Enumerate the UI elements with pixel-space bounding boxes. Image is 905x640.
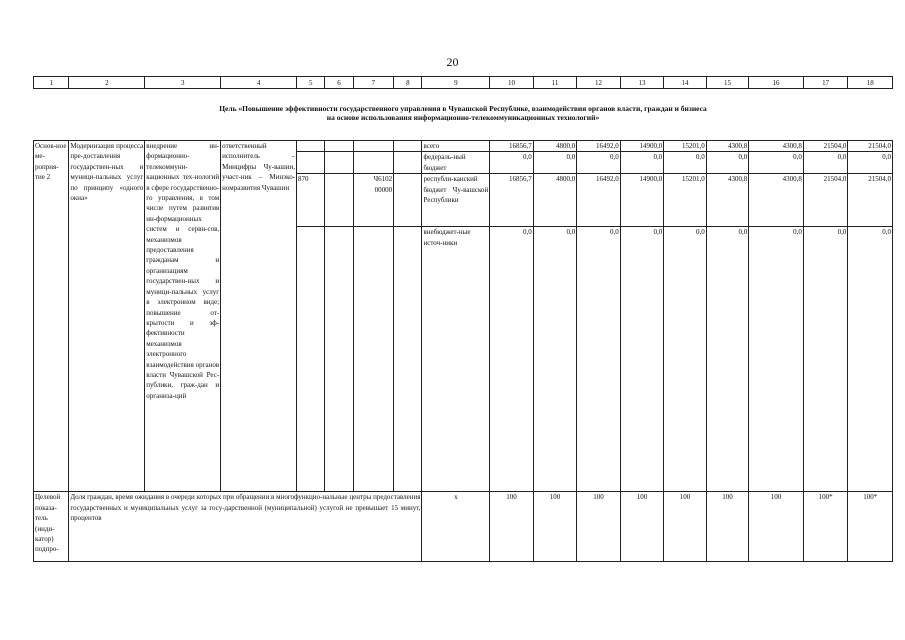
col-number: 3 — [145, 77, 221, 89]
col-number: 9 — [422, 77, 490, 89]
value-cell: 100 — [749, 492, 804, 562]
value-cell: 0,0 — [749, 152, 804, 174]
code-cell: 870 — [297, 174, 325, 227]
value-cell: 0,0 — [848, 227, 893, 492]
value-cell: 0,0 — [749, 227, 804, 492]
col-number: 7 — [353, 77, 393, 89]
value-cell: 15201,0 — [664, 174, 706, 227]
indicator-text: Доля граждан, время ожидания в очереди которых при обращении в многофункцио-нальные центры предоставления государственных и муниципальных услуг за госу-дарственной (муниципальной) услугой не превышает 15 минут, процентов — [69, 492, 422, 562]
indicator-label: Целевой показа-тель (инди-катор) подпро- — [34, 492, 69, 562]
table-row — [34, 492, 893, 562]
event-responsible: ответственный исполнитель – Минцифры Чу-вашии, участ-ник – Минэко-номразвития Чувашии — [221, 141, 297, 492]
value-cell: 16492,0 — [577, 174, 621, 227]
value-cell: 100 — [533, 492, 577, 562]
col-number: 17 — [803, 77, 848, 89]
value-cell: 0,0 — [664, 227, 706, 492]
source-name: федераль-ный бюджет — [422, 152, 490, 174]
value-cell: 4300,8 — [706, 174, 748, 227]
goal-line: на основе использования информационно-телекоммуникационных технологий» — [326, 113, 600, 122]
value-cell: 0,0 — [620, 152, 664, 174]
value-cell: 100 — [620, 492, 664, 562]
source-name: внебюджет-ные источ-ники — [422, 227, 490, 492]
col-number: 18 — [848, 77, 893, 89]
value-cell: 21504,0 — [803, 141, 848, 152]
value-cell: 100 — [664, 492, 706, 562]
value-cell: 100* — [803, 492, 848, 562]
goal-line: Цель «Повышение эффективности государственного управления в Чувашской Республике, взаимодействия органов власти, граждан и бизнеса — [219, 104, 707, 113]
page-number: 20 — [446, 55, 459, 69]
value-cell: 14900,0 — [620, 141, 664, 152]
value-cell: 100 — [577, 492, 621, 562]
value-cell: 100* — [848, 492, 893, 562]
col-number: 14 — [664, 77, 706, 89]
value-cell: 0,0 — [533, 152, 577, 174]
program-table — [33, 140, 893, 562]
value-cell: 4800,0 — [533, 174, 577, 227]
event-name: Модернизация процесса пре-доставления государствен-ных и муници-пальных услуг по принципу «одного окна» — [69, 141, 145, 492]
column-number-row — [33, 76, 893, 89]
col-number: 4 — [221, 77, 297, 89]
value-cell: 0,0 — [533, 227, 577, 492]
col-number: 13 — [620, 77, 664, 89]
value-cell: 0,0 — [620, 227, 664, 492]
value-cell: 0,0 — [577, 227, 621, 492]
event-type: Основ-ное ме-роприя-тие 2 — [34, 141, 69, 492]
indicator-mark: x — [422, 492, 490, 562]
value-cell: 14900,0 — [620, 174, 664, 227]
col-number: 1 — [34, 77, 69, 89]
col-number: 12 — [577, 77, 621, 89]
goal-heading — [33, 104, 893, 122]
value-cell: 16492,0 — [577, 141, 621, 152]
value-cell: 21504,0 — [803, 174, 848, 227]
value-cell: 4300,8 — [749, 141, 804, 152]
col-number: 6 — [325, 77, 353, 89]
value-cell: 0,0 — [490, 152, 534, 174]
value-cell: 21504,0 — [848, 174, 893, 227]
value-cell: 0,0 — [577, 152, 621, 174]
col-number: 15 — [706, 77, 748, 89]
col-number: 16 — [749, 77, 804, 89]
col-number: 2 — [69, 77, 145, 89]
value-cell: 0,0 — [664, 152, 706, 174]
value-cell: 4300,8 — [749, 174, 804, 227]
value-cell: 0,0 — [706, 152, 748, 174]
code-cell: Ч6102 00000 — [353, 174, 393, 227]
col-number: 5 — [297, 77, 325, 89]
value-cell: 4300,8 — [706, 141, 748, 152]
col-number: 10 — [490, 77, 534, 89]
value-cell: 21504,0 — [848, 141, 893, 152]
value-cell: 0,0 — [490, 227, 534, 492]
source-name: всего — [422, 141, 490, 152]
value-cell: 16856,7 — [490, 141, 534, 152]
value-cell: 4800,0 — [533, 141, 577, 152]
table-row — [34, 141, 893, 152]
value-cell: 0,0 — [848, 152, 893, 174]
value-cell: 0,0 — [803, 227, 848, 492]
value-cell: 0,0 — [706, 227, 748, 492]
value-cell: 16856,7 — [490, 174, 534, 227]
col-number: 8 — [394, 77, 422, 89]
value-cell: 0,0 — [803, 152, 848, 174]
event-description: внедрение ин-формационно-телекоммуни-кационных тех-нологий в сфере государственно-го управления, в том числе путем развития ин-формационных систем и серви-сов, механизмов предоставления гражданам и организациям государствен-ных и муници-пальных услуг в электронном виде; повышение от-крытости и эф-фективности механизмов электронного взаимодействия органов власти Чувашской Рес-публики, граж-дан и организа-ций — [145, 141, 221, 492]
value-cell: 100 — [490, 492, 534, 562]
value-cell: 15201,0 — [664, 141, 706, 152]
source-name: республи-канский бюджет Чу-вашской Республики — [422, 174, 490, 227]
value-cell: 100 — [706, 492, 748, 562]
col-number: 11 — [533, 77, 577, 89]
